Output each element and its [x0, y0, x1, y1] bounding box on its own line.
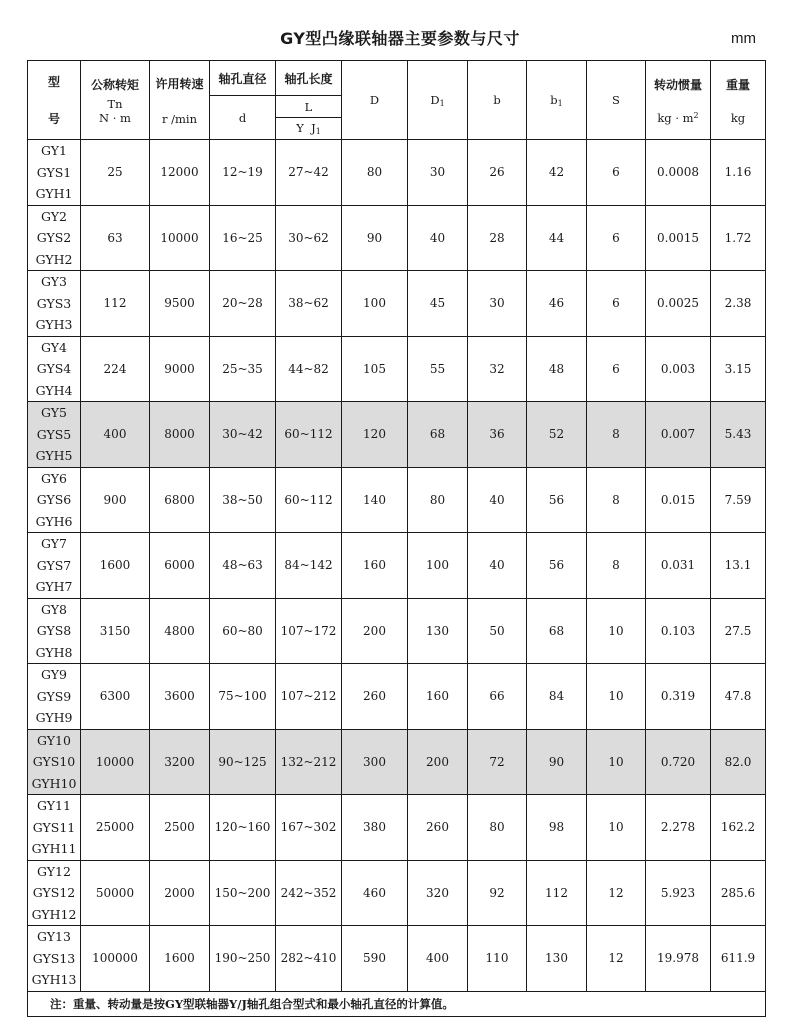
model-name: GYS10 — [32, 754, 76, 769]
model-name: GY11 — [37, 798, 71, 813]
unit-label: mm — [731, 30, 756, 47]
D-cell: 160 — [342, 533, 408, 599]
model-name: GY2 — [41, 208, 67, 224]
torque-cell: 63 — [81, 205, 150, 271]
model-name: GYH9 — [35, 710, 73, 725]
b-cell: 50 — [468, 598, 527, 664]
weight-cell: 1.72 — [711, 205, 766, 271]
speed-cell: 6800 — [150, 467, 210, 533]
d-cell: 150~200 — [210, 860, 276, 926]
table-row — [28, 467, 766, 533]
S-cell: 12 — [587, 926, 646, 992]
b1-cell: 112 — [527, 860, 587, 926]
speed-cell: 3600 — [150, 664, 210, 730]
b-cell: 72 — [468, 729, 527, 795]
inertia-cell: 2.278 — [646, 795, 711, 861]
inertia-cell: 0.0025 — [646, 271, 711, 337]
model-name: GY5 — [41, 405, 67, 420]
weight-cell: 27.5 — [711, 598, 766, 664]
torque-cell: 25 — [81, 140, 150, 206]
model-name: GY7 — [41, 536, 67, 551]
S-cell: 8 — [587, 467, 646, 533]
D1-cell: 100 — [408, 533, 468, 599]
d-cell: 25~35 — [210, 336, 276, 402]
header-D: D — [342, 61, 408, 140]
speed-cell: 9500 — [150, 271, 210, 337]
d-cell: 120~160 — [210, 795, 276, 861]
header-bore-diameter-symbol: d — [210, 96, 276, 140]
weight-cell: 82.0 — [711, 729, 766, 795]
torque-cell: 224 — [81, 336, 150, 402]
model-name: GYS13 — [32, 950, 76, 966]
torque-cell: 400 — [81, 402, 150, 468]
S-cell: 10 — [587, 729, 646, 795]
model-name: GYS7 — [36, 557, 72, 573]
b1-cell: 56 — [527, 533, 587, 599]
b1-cell: 56 — [527, 467, 587, 533]
model-name: GYH6 — [35, 513, 73, 529]
model-name: GYS3 — [36, 295, 72, 311]
table-row — [28, 729, 766, 795]
weight-cell: 13.1 — [711, 533, 766, 599]
header-bore-length: 轴孔长度 — [276, 61, 342, 96]
d-cell: 38~50 — [210, 467, 276, 533]
D1-cell: 260 — [408, 795, 468, 861]
S-cell: 8 — [587, 533, 646, 599]
b1-cell: 90 — [527, 729, 587, 795]
d-cell: 20~28 — [210, 271, 276, 337]
table-row — [28, 402, 766, 468]
model-name: GYS1 — [36, 164, 72, 180]
L-cell: 242~352 — [276, 860, 342, 926]
table-row — [28, 860, 766, 926]
model-cell — [28, 598, 81, 664]
model-name: GYH7 — [35, 579, 73, 594]
model-name: GYH12 — [31, 906, 77, 922]
L-cell: 107~212 — [276, 664, 342, 730]
b1-cell: 68 — [527, 598, 587, 664]
torque-cell: 50000 — [81, 860, 150, 926]
inertia-cell: 0.0008 — [646, 140, 711, 206]
b-cell: 30 — [468, 271, 527, 337]
b1-cell: 46 — [527, 271, 587, 337]
inertia-cell: 0.319 — [646, 664, 711, 730]
header-model: 型 号 — [28, 61, 81, 140]
D1-cell: 80 — [408, 467, 468, 533]
weight-cell: 2.38 — [711, 271, 766, 337]
model-name: GY13 — [37, 929, 71, 944]
model-name: GY6 — [41, 470, 67, 486]
model-name: GYH11 — [31, 841, 77, 856]
inertia-cell: 0.007 — [646, 402, 711, 468]
torque-cell: 112 — [81, 271, 150, 337]
D1-cell: 130 — [408, 598, 468, 664]
torque-cell: 1600 — [81, 533, 150, 599]
inertia-cell: 0.003 — [646, 336, 711, 402]
D1-cell: 40 — [408, 205, 468, 271]
D1-cell: 30 — [408, 140, 468, 206]
b1-cell: 52 — [527, 402, 587, 468]
speed-cell: 8000 — [150, 402, 210, 468]
b-cell: 110 — [468, 926, 527, 992]
D1-cell: 45 — [408, 271, 468, 337]
D-cell: 90 — [342, 205, 408, 271]
model-name: GYH3 — [35, 317, 73, 332]
header-weight: 重量 kg — [711, 61, 766, 140]
table-row — [28, 140, 766, 206]
model-name: GYH10 — [31, 775, 77, 791]
header-bore-length-symbol: L — [276, 96, 342, 118]
b-cell: 92 — [468, 860, 527, 926]
b1-cell: 98 — [527, 795, 587, 861]
b1-cell: 48 — [527, 336, 587, 402]
inertia-cell: 19.978 — [646, 926, 711, 992]
model-name: GY3 — [41, 274, 67, 289]
model-name: GYS4 — [36, 361, 72, 376]
d-cell: 190~250 — [210, 926, 276, 992]
b-cell: 40 — [468, 533, 527, 599]
S-cell: 12 — [587, 860, 646, 926]
table-row — [28, 271, 766, 337]
L-cell: 60~112 — [276, 402, 342, 468]
b-cell: 36 — [468, 402, 527, 468]
torque-cell: 900 — [81, 467, 150, 533]
table-row — [28, 336, 766, 402]
model-cell — [28, 533, 81, 599]
table-row — [28, 795, 766, 861]
weight-cell: 47.8 — [711, 664, 766, 730]
L-cell: 282~410 — [276, 926, 342, 992]
model-name: GYH2 — [35, 251, 73, 267]
speed-cell: 3200 — [150, 729, 210, 795]
model-name: GY9 — [41, 667, 67, 682]
model-name: GYS6 — [36, 492, 72, 507]
model-name: GYH13 — [31, 972, 77, 987]
page-title: GY型凸缘联轴器主要参数与尺寸 — [280, 29, 520, 48]
header-inertia: 转动惯量 kg · $m^2$ — [646, 61, 711, 140]
inertia-cell: 5.923 — [646, 860, 711, 926]
inertia-cell: 0.103 — [646, 598, 711, 664]
S-cell: 6 — [587, 205, 646, 271]
torque-cell: 6300 — [81, 664, 150, 730]
weight-cell: 1.16 — [711, 140, 766, 206]
L-cell: 30~62 — [276, 205, 342, 271]
table-row — [28, 664, 766, 730]
S-cell: 6 — [587, 140, 646, 206]
b-cell: 28 — [468, 205, 527, 271]
b-cell: 66 — [468, 664, 527, 730]
D-cell: 140 — [342, 467, 408, 533]
D-cell: 100 — [342, 271, 408, 337]
weight-cell: 5.43 — [711, 402, 766, 468]
b1-cell: 42 — [527, 140, 587, 206]
header-speed: 许用转速 r /min — [150, 61, 210, 140]
coupling-spec-table — [27, 60, 766, 1017]
model-name: GY12 — [37, 863, 71, 879]
b-cell: 40 — [468, 467, 527, 533]
d-cell: 48~63 — [210, 533, 276, 599]
model-name: GY8 — [41, 601, 67, 617]
table-row — [28, 598, 766, 664]
inertia-cell: 0.720 — [646, 729, 711, 795]
D-cell: 260 — [342, 664, 408, 730]
D1-cell: 320 — [408, 860, 468, 926]
model-name: GYH1 — [35, 186, 73, 201]
inertia-cell: 0.0015 — [646, 205, 711, 271]
header-b1: $b_1$ — [527, 61, 587, 140]
torque-cell: 25000 — [81, 795, 150, 861]
speed-cell: 6000 — [150, 533, 210, 599]
header-torque: 公称转矩 Tn N · m — [81, 61, 150, 140]
d-cell: 30~42 — [210, 402, 276, 468]
model-name: GY10 — [37, 732, 71, 748]
S-cell: 10 — [587, 664, 646, 730]
table-row — [28, 926, 766, 992]
model-cell — [28, 860, 81, 926]
speed-cell: 2500 — [150, 795, 210, 861]
model-name: GY4 — [41, 339, 67, 355]
S-cell: 6 — [587, 336, 646, 402]
L-cell: 27~42 — [276, 140, 342, 206]
d-cell: 60~80 — [210, 598, 276, 664]
d-cell: 90~125 — [210, 729, 276, 795]
b-cell: 32 — [468, 336, 527, 402]
D1-cell: 200 — [408, 729, 468, 795]
D-cell: 300 — [342, 729, 408, 795]
speed-cell: 9000 — [150, 336, 210, 402]
weight-cell: 162.2 — [711, 795, 766, 861]
torque-cell: 10000 — [81, 729, 150, 795]
weight-cell: 7.59 — [711, 467, 766, 533]
d-cell: 12~19 — [210, 140, 276, 206]
S-cell: 10 — [587, 598, 646, 664]
table-row — [28, 533, 766, 599]
table-row — [28, 205, 766, 271]
model-name: GYS8 — [36, 623, 72, 638]
S-cell: 6 — [587, 271, 646, 337]
torque-cell: 3150 — [81, 598, 150, 664]
L-cell: 44~82 — [276, 336, 342, 402]
model-name: GYS9 — [36, 688, 72, 704]
model-name: GY1 — [41, 143, 67, 158]
model-cell — [28, 467, 81, 533]
L-cell: 84~142 — [276, 533, 342, 599]
header-b: b — [468, 61, 527, 140]
table-note: 注：重量、转动量是按GY型联轴器Y/J轴孔组合型式和最小轴孔直径的计算值。 — [28, 991, 766, 1016]
speed-cell: 10000 — [150, 205, 210, 271]
D-cell: 80 — [342, 140, 408, 206]
L-cell: 167~302 — [276, 795, 342, 861]
header-bore-diameter: 轴孔直径 — [210, 61, 276, 96]
model-name: GYS2 — [36, 230, 72, 245]
model-cell — [28, 271, 81, 337]
weight-cell: 3.15 — [711, 336, 766, 402]
S-cell: 10 — [587, 795, 646, 861]
model-cell — [28, 402, 81, 468]
weight-cell: 611.9 — [711, 926, 766, 992]
D-cell: 460 — [342, 860, 408, 926]
model-name: GYS11 — [32, 819, 76, 835]
speed-cell: 12000 — [150, 140, 210, 206]
model-cell — [28, 729, 81, 795]
d-cell: 75~100 — [210, 664, 276, 730]
S-cell: 8 — [587, 402, 646, 468]
speed-cell: 2000 — [150, 860, 210, 926]
b-cell: 80 — [468, 795, 527, 861]
model-name: GYS12 — [32, 885, 76, 900]
inertia-cell: 0.031 — [646, 533, 711, 599]
header-bore-length-types: Y $J_1$ — [276, 118, 342, 140]
D1-cell: 55 — [408, 336, 468, 402]
model-name: GYH8 — [35, 644, 73, 660]
D-cell: 105 — [342, 336, 408, 402]
model-cell — [28, 205, 81, 271]
model-cell — [28, 926, 81, 992]
b1-cell: 130 — [527, 926, 587, 992]
header-S: S — [587, 61, 646, 140]
L-cell: 60~112 — [276, 467, 342, 533]
D-cell: 590 — [342, 926, 408, 992]
b1-cell: 84 — [527, 664, 587, 730]
L-cell: 107~172 — [276, 598, 342, 664]
model-cell — [28, 336, 81, 402]
model-cell — [28, 664, 81, 730]
header-D1: $D_1$ — [408, 61, 468, 140]
speed-cell: 4800 — [150, 598, 210, 664]
b1-cell: 44 — [527, 205, 587, 271]
D1-cell: 400 — [408, 926, 468, 992]
L-cell: 38~62 — [276, 271, 342, 337]
d-cell: 16~25 — [210, 205, 276, 271]
D-cell: 380 — [342, 795, 408, 861]
D1-cell: 68 — [408, 402, 468, 468]
D1-cell: 160 — [408, 664, 468, 730]
D-cell: 120 — [342, 402, 408, 468]
D-cell: 200 — [342, 598, 408, 664]
inertia-cell: 0.015 — [646, 467, 711, 533]
model-cell — [28, 140, 81, 206]
model-name: GYS5 — [36, 426, 72, 442]
weight-cell: 285.6 — [711, 860, 766, 926]
model-name: GYH5 — [35, 448, 73, 463]
speed-cell: 1600 — [150, 926, 210, 992]
model-name: GYH4 — [35, 382, 73, 398]
torque-cell: 100000 — [81, 926, 150, 992]
L-cell: 132~212 — [276, 729, 342, 795]
b-cell: 26 — [468, 140, 527, 206]
model-cell — [28, 795, 81, 861]
